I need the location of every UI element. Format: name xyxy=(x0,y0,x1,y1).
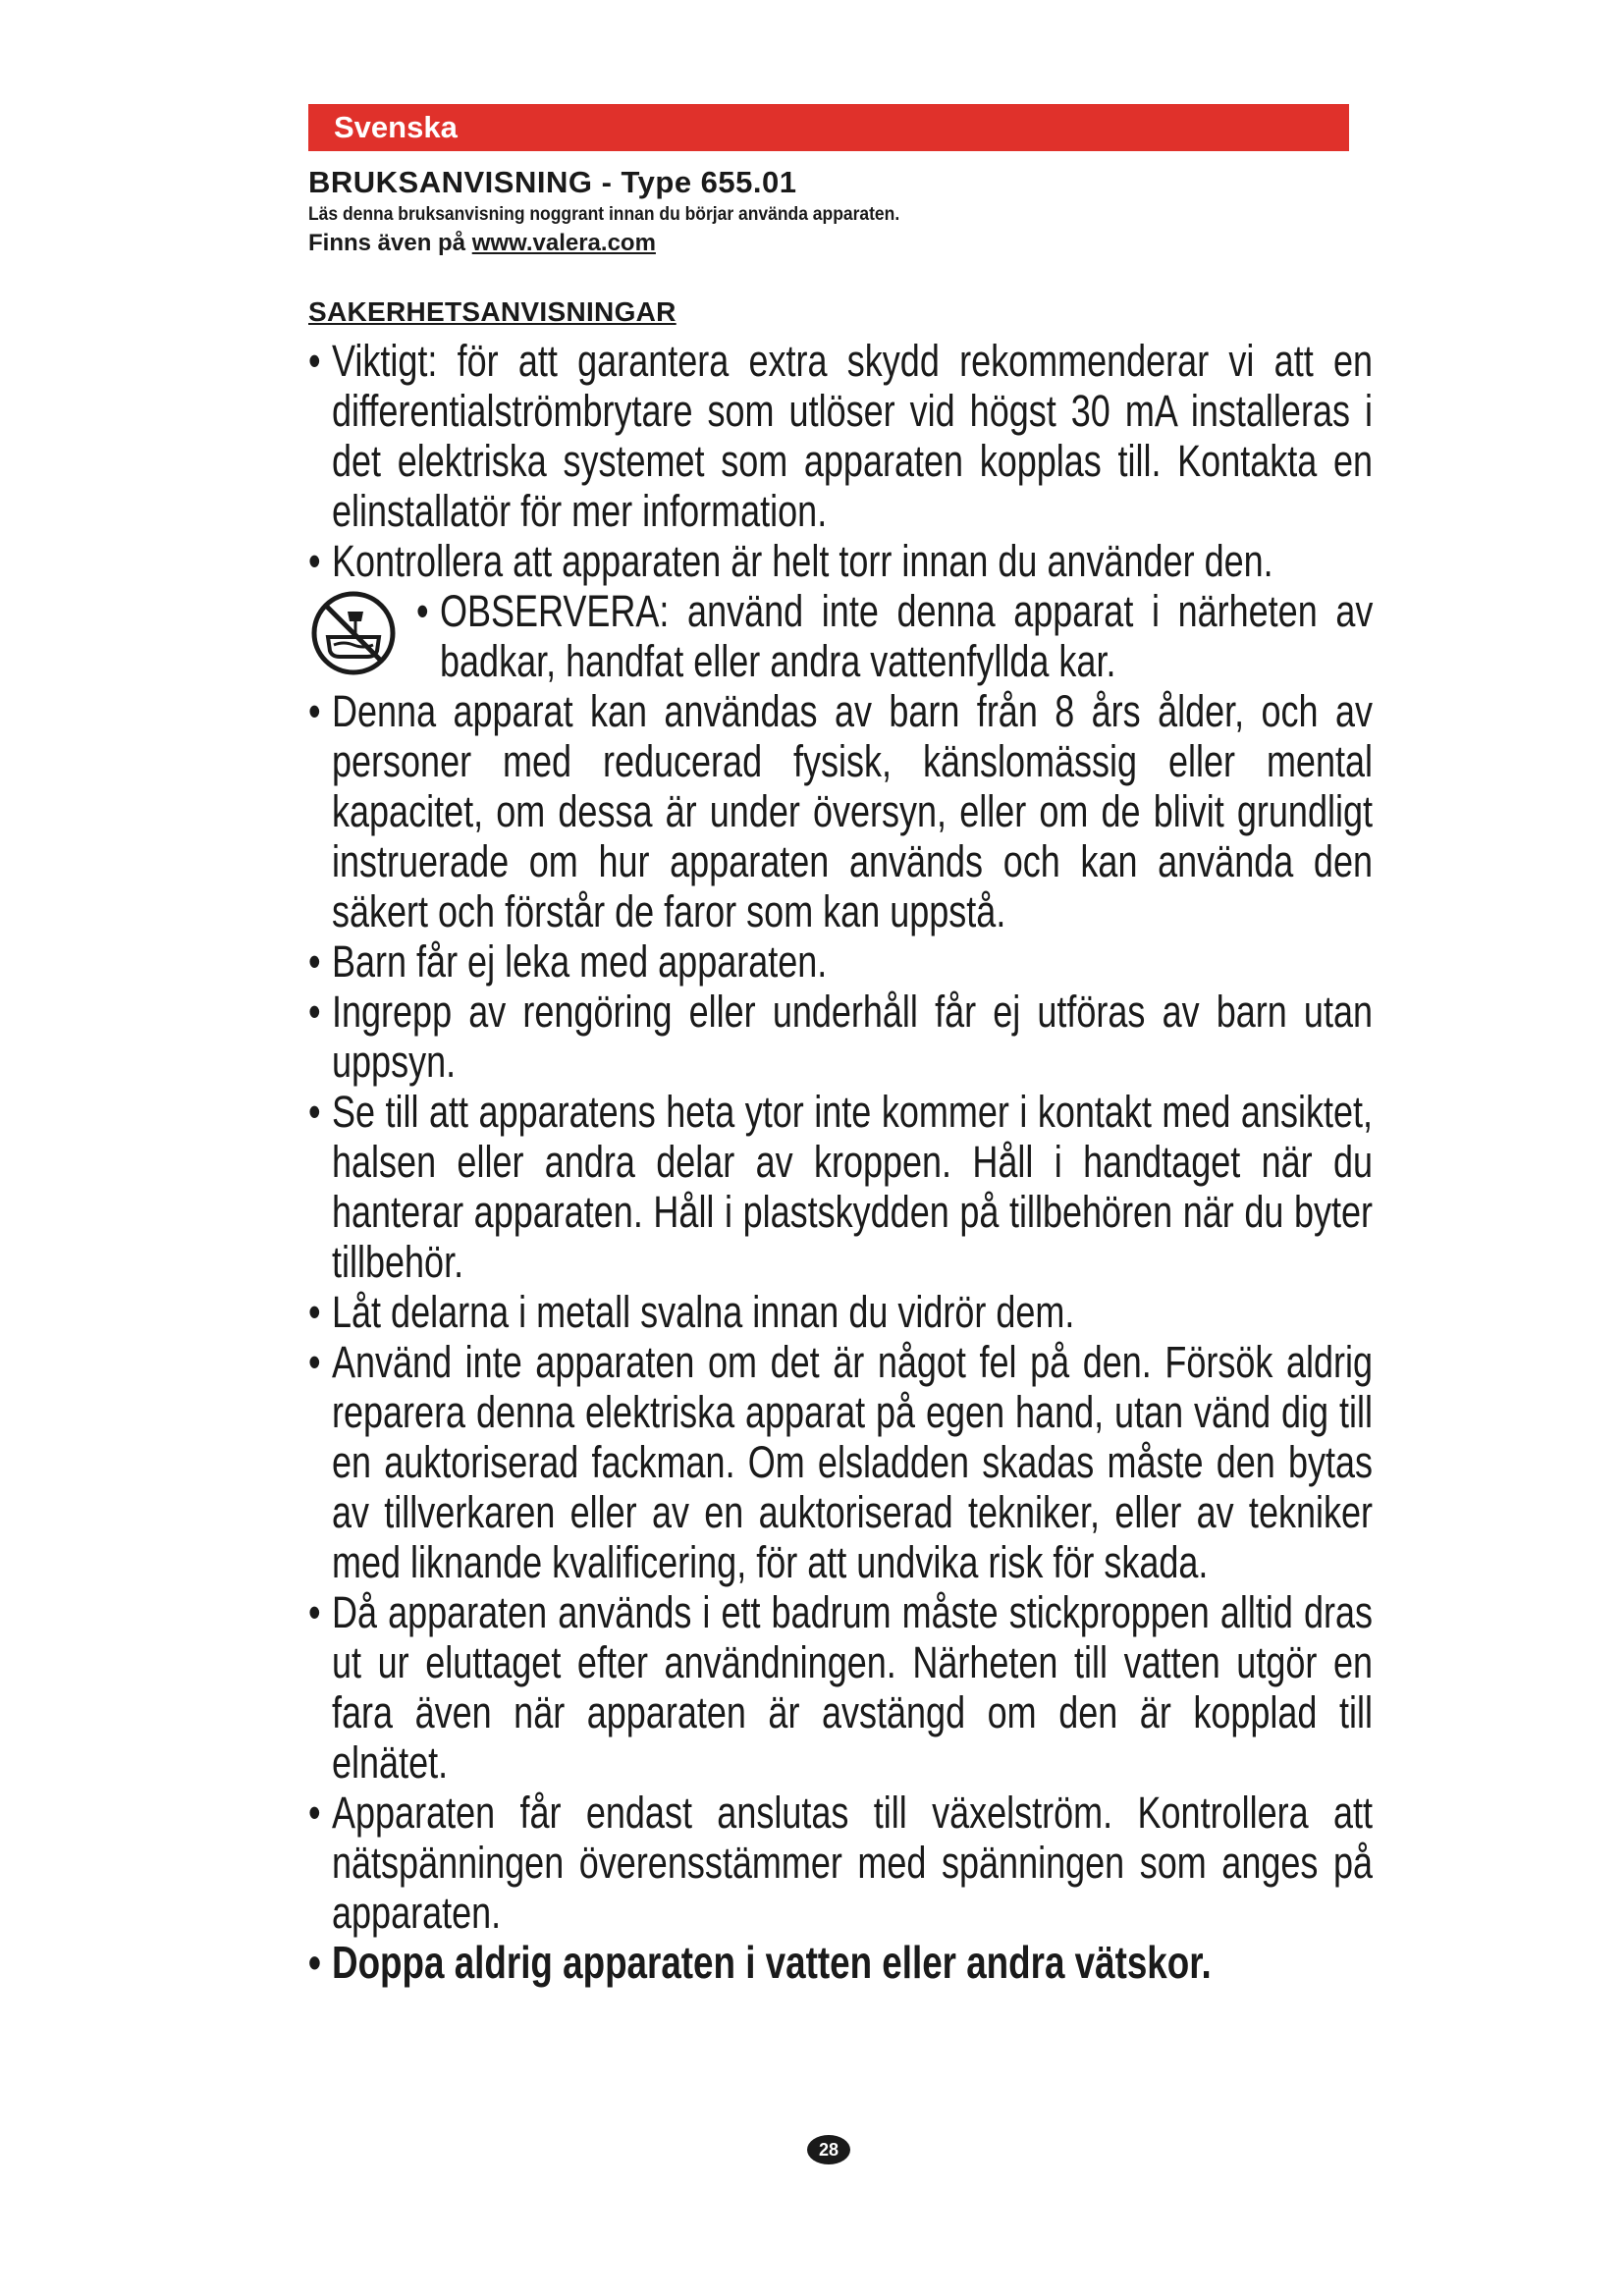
language-label: Svenska xyxy=(334,110,458,144)
bullet-icon: • xyxy=(308,1587,321,1637)
list-item-text: Se till att apparatens heta ytor inte kommer i kontakt med ansiktet, halsen eller andra delar av kroppen. Håll i handtaget när du hanterar apparaten. Håll i plastskydden på tillbehören när du byter tillbehör. xyxy=(332,1087,1373,1287)
list-item-text: Denna apparat kan användas av barn från 8 års ålder, och av personer med reducerad fysisk, känslomässig eller mental kapacitet, om dessa är under översyn, eller om de blivit grundligt instruerade om hur apparaten används och kan använda den säkert och förstår de faror som kan uppstå. xyxy=(332,686,1373,936)
bullet-icon: • xyxy=(308,1287,321,1337)
bullet-icon: • xyxy=(308,1087,321,1137)
list-item xyxy=(308,336,1373,536)
list-item-text: Doppa aldrig apparaten i vatten eller andra vätskor. xyxy=(332,1937,1212,1988)
bullet-icon: • xyxy=(308,936,321,987)
bullet-icon: • xyxy=(308,336,321,386)
document-subtitle: Läs denna bruksanvisning noggrant innan du börjar använda apparaten. xyxy=(308,204,900,225)
no-bath-warning-icon xyxy=(308,588,399,678)
language-banner xyxy=(308,104,1349,151)
website-prefix: Finns även på xyxy=(308,230,466,256)
bullet-icon: • xyxy=(308,536,321,586)
bullet-icon: • xyxy=(416,586,429,636)
bullet-icon: • xyxy=(308,1337,321,1387)
bullet-icon: • xyxy=(308,987,321,1037)
warning-row xyxy=(308,586,1374,686)
document-title: BRUKSANVISNING - Type 655.01 xyxy=(308,165,797,199)
list-item xyxy=(308,1587,1373,1788)
list-item-text: Ingrepp av rengöring eller underhåll får ej utföras av barn utan uppsyn. xyxy=(332,987,1373,1087)
safety-list xyxy=(308,336,1374,1988)
bullet-icon: • xyxy=(308,686,321,736)
website-line xyxy=(308,230,1349,257)
page-number-badge: 28 xyxy=(807,2135,850,2164)
list-item-text: Låt delarna i metall svalna innan du vidrör dem. xyxy=(332,1287,1075,1337)
list-item-text: Använd inte apparaten om det är något fel på den. Försök aldrig reparera denna elektriska apparat på egen hand, utan vänd dig till en auktoriserad fackman. Om elsladden skadas måste den bytas av tillverkaren eller av en auktoriserad tekniker, eller av tekniker med liknande kvalificering, för att undvika risk för skada. xyxy=(332,1337,1373,1587)
list-item-emphasis xyxy=(308,1938,1373,1988)
list-item xyxy=(416,586,1373,686)
list-item-text: Då apparaten används i ett badrum måste stickproppen alltid dras ut ur eluttaget efter användningen. Närheten till vatten utgör en fara även när apparaten är avstängd om den är kopplad till elnätet. xyxy=(332,1587,1373,1788)
list-item xyxy=(308,987,1373,1087)
list-item xyxy=(308,686,1373,936)
list-item-text: Barn får ej leka med apparaten. xyxy=(332,936,828,987)
list-item xyxy=(308,1788,1373,1938)
list-item-text: OBSERVERA: använd inte denna apparat i närheten av badkar, handfat eller andra vattenfyllda kar. xyxy=(440,586,1374,686)
bullet-icon: • xyxy=(308,1937,321,1988)
bullet-icon: • xyxy=(308,1788,321,1838)
list-item-text: Apparaten får endast anslutas till växelström. Kontrollera att nätspänningen överensstämmer med spänningen som anges på apparaten. xyxy=(332,1788,1373,1938)
list-item-text: Viktigt: för att garantera extra skydd rekommenderar vi att en differentialströmbrytare som utlöser vid högst 30 mA installeras i det elektriska systemet som apparaten kopplas till. Kontakta en elinstallatör för mer information. xyxy=(332,336,1373,536)
list-item xyxy=(308,1337,1373,1587)
list-item xyxy=(308,1087,1373,1287)
website-link[interactable]: www.valera.com xyxy=(471,230,656,256)
list-item xyxy=(308,536,1373,586)
section-heading: SAKERHETSANVISNINGAR xyxy=(308,296,677,327)
manual-page xyxy=(308,104,1374,1988)
list-item xyxy=(308,1287,1373,1337)
list-item-text: Kontrollera att apparaten är helt torr innan du använder den. xyxy=(332,536,1273,586)
list-item xyxy=(308,936,1373,987)
